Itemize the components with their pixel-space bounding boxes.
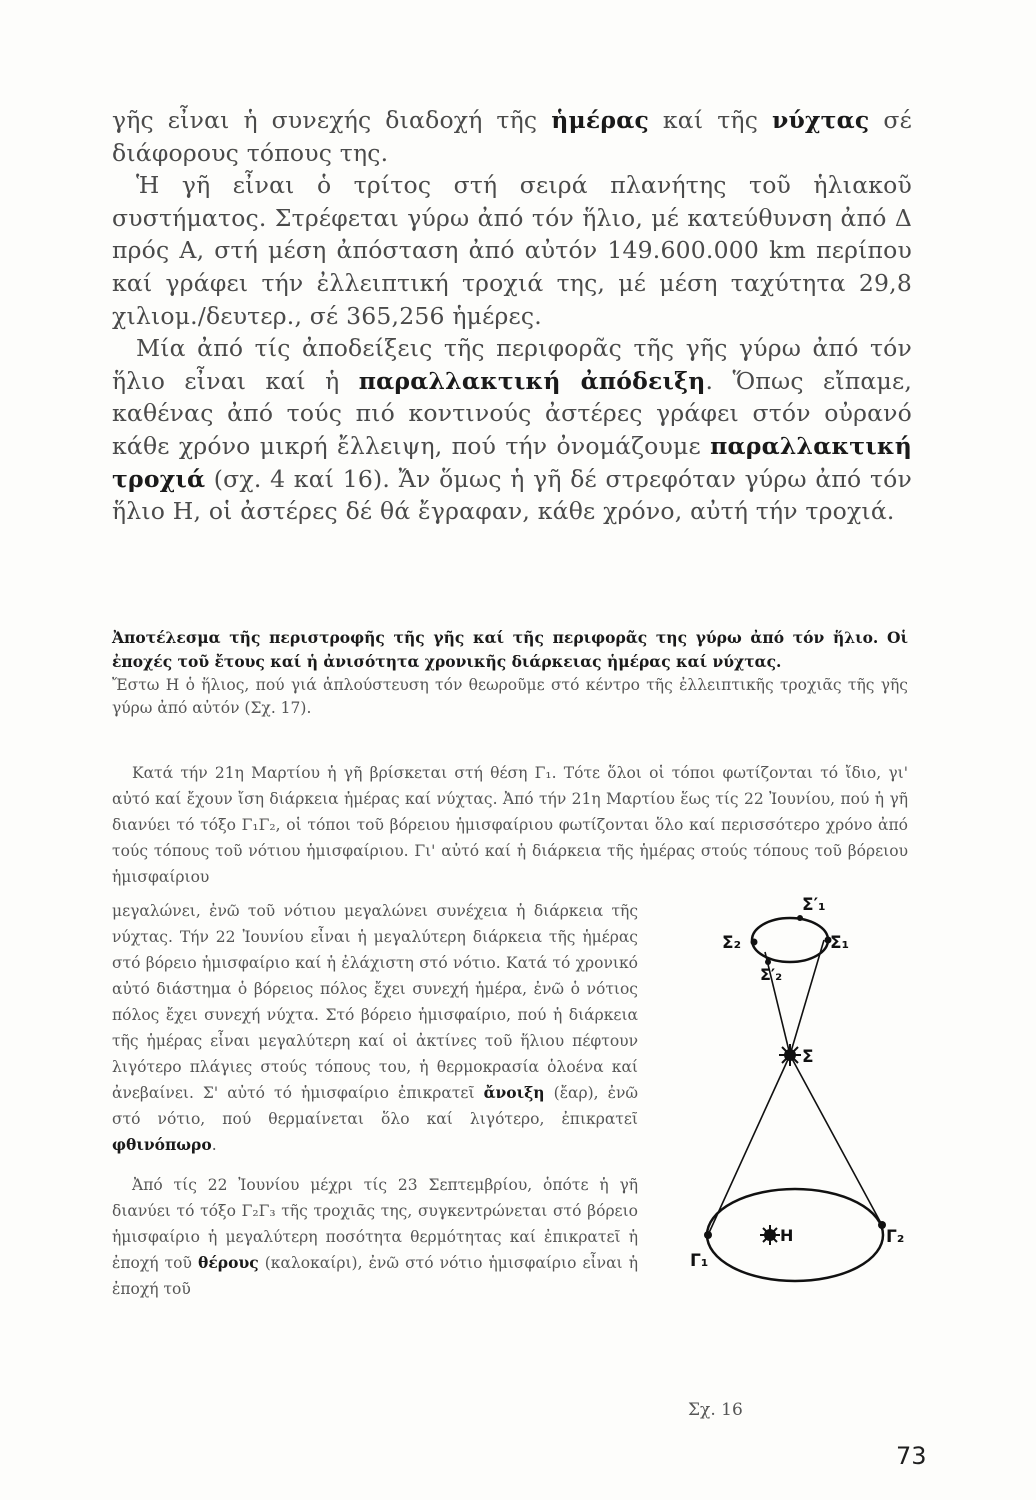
bold-term: παραλλακτική τροχιά — [112, 431, 912, 493]
label-sigma2-prime: Σ′₂ — [760, 965, 783, 984]
sightline-right-upper — [790, 940, 824, 1055]
label-sigma1-prime: Σ′₁ — [802, 895, 826, 915]
label-sigma2: Σ₂ — [722, 933, 742, 953]
text-column — [112, 898, 638, 1316]
paragraph-day-night: γῆς εἶναι ἡ συνεχής διαδοχή τῆς ἡμέρας καί τῆς νύχτας σέ διάφορους τόπους της. — [112, 106, 912, 167]
bold-term: ἡμέρας — [551, 106, 649, 134]
section-intro: Ἔστω Η ὁ ἥλιος, πού γιά ἁπλούστευση τόν θεωροῦμε στό κέντρο τῆς ἐλλειπτικῆς τροχιᾶς τῆς γῆς γύρω ἀπό αὐτόν (Σχ. 17). — [112, 676, 908, 717]
paragraph-march-continued: μεγαλώνει, ἐνῶ τοῦ νότιου μεγαλώνει συνέχεια ἡ διάρκεια τῆς νύχτας. Τήν 22 Ἰουνίου εἶναι ἡ μεγαλύτερη διάρκεια τῆς ἡμέρας στό βόρειο ἡμισφαίριο καί ἡ ἐλάχιστη στό νότιο. Κατά τό χρονικό αὐτό διάστημα ὁ βόρειος πόλος ἔχει συνεχή ἡμέρα, ἐνῶ ὁ νότιος πόλος ἔχει συνεχή νύχτα. Στό βόρειο ἡμισφαίριο, πού ἡ διάρκεια τῆς ἡμέρας εἶναι μεγαλύτερη καί οἱ ἀκτίνες τοῦ ἥλιου πέφτουν λιγότερο πλάγιες στούς τόπους του, ἡ θερμοκρασία ὁλοένα καί ἀνεβαίνει. Σ' αὐτό τό ἡμισφαίριο ἐπικρατεῖ ἄνοιξη (ἔαρ), ἐνῶ στό νότιο, πού θερμαίνεται ὅλο καί λιγότερο, ἐπικρατεῖ φθινόπωρο. — [112, 902, 638, 1154]
label-sun: Η — [780, 1226, 794, 1245]
star-icon — [779, 1044, 801, 1066]
label-sigma1: Σ₁ — [830, 933, 850, 953]
parallax-diagram — [690, 880, 930, 1340]
paragraph-earth-orbit: Ἡ γῆ εἶναι ὁ τρίτος στή σειρά πλανήτης τοῦ ἡλιακοῦ συστήματος. Στρέφεται γύρω ἀπό τόν ἥλιο, μέ κατεύθυνση ἀπό Δ πρός Α, στή μέση ἀπόσταση ἀπό αὐτόν 149.600.000 km περίπου καί γράφει τήν ἐλλειπτική τροχιά της, μέ μέση ταχύτητα 29,8 χιλιομ./δευτερ., σέ 365,256 ἡμέρες. — [112, 171, 912, 330]
sightline-left-lower — [708, 1055, 790, 1235]
paragraph-june-september: Ἀπό τίς 22 Ἰουνίου μέχρι τίς 23 Σεπτεμβρίου, ὁπότε ἡ γῆ διανύει τό τόξο Γ₂Γ₃ τῆς τροχιᾶς της, συγκεντρώνεται στό βόρειο ἡμισφαίριο ἡ μεγαλύτερη ποσότητα θερμότητας καί ἐπικρατεῖ ἡ ἐποχή τοῦ θέρους (καλοκαίρι), ἐνῶ στό νότιο ἡμισφαίριο εἶναι ἡ ἐποχή τοῦ — [112, 1176, 638, 1298]
label-gamma1: Γ₁ — [690, 1251, 709, 1271]
bold-term: ἄνοιξη — [483, 1083, 545, 1102]
earth-position-g1 — [704, 1231, 712, 1239]
label-gamma2: Γ₂ — [886, 1227, 905, 1247]
position-dot-s1-prime — [797, 915, 803, 921]
parallax-ellipse — [752, 918, 828, 962]
position-dot-s2 — [751, 939, 758, 946]
sun-icon — [760, 1225, 780, 1245]
earth-orbit-ellipse — [707, 1189, 883, 1281]
section-header — [112, 626, 908, 720]
bold-term: νύχτας — [771, 106, 870, 134]
top-text-block — [112, 104, 912, 528]
label-sigma: Σ — [802, 1047, 814, 1067]
paragraph-parallax: Μία ἀπό τίς ἀποδείξεις τῆς περιφορᾶς τῆς γῆς γύρω ἀπό τόν ἥλιο εἶναι καί ἡ παραλλακτική ἀπόδειξη. Ὅπως εἴπαμε, καθένας ἀπό τούς πιό κοντινούς ἀστέρες γράφει στόν οὐρανό κάθε χρόνο μικρή ἔλλειψη, πού τήν ὀνομάζουμε παραλλακτική τροχιά (σχ. 4 καί 16). Ἄν ὅμως ἡ γῆ δέ στρεφόταν γύρω ἀπό τόν ἥλιο Η, οἱ ἀστέρες δέ θά ἔγραφαν, κάθε χρόνο, αὐτή τήν τροχιά. — [112, 334, 912, 526]
earth-position-g2 — [878, 1221, 886, 1229]
page-number: 73 — [896, 1442, 927, 1470]
parallax-figure — [690, 880, 930, 1340]
sightline-right-lower — [790, 1055, 882, 1225]
bold-term: παραλλακτική ἀπόδειξη — [358, 366, 706, 395]
section-title: Ἀποτέλεσμα τῆς περιστροφῆς τῆς γῆς καί τῆς περιφορᾶς της γύρω ἀπό τόν ἥλιο. Οἱ ἐποχές τοῦ ἔτους καί ἡ ἀνισότητα χρονικῆς διάρκειας ἡμέρας καί νύχτας. — [112, 628, 908, 671]
figure-caption: Σχ. 16 — [688, 1400, 743, 1420]
paragraph-march-full: Κατά τήν 21η Μαρτίου ἡ γῆ βρίσκεται στή θέση Γ₁. Τότε ὅλοι οἱ τόποι φωτίζονται τό ἴδιο, γι' αὐτό καί ἔχουν ἴση διάρκεια ἡμέρας καί νύχτας. Ἀπό τήν 21η Μαρτίου ἕως τίς 22 Ἰουνίου, πού ἡ γῆ διανύει τό τόξο Γ₁Γ₂, οἱ τόποι τοῦ βόρειου ἡμισφαίριου φωτίζονται ὅλο καί περισσότερο χρόνο ἀπό τούς τόπους τοῦ νότιου ἡμισφαίριου. Γι' αὐτό καί ἡ διάρκεια τῆς ἡμέρας στούς τόπους τοῦ βόρειου ἡμισφαίριου — [112, 764, 908, 886]
bold-term: θέρους — [198, 1253, 259, 1272]
bold-term: φθινόπωρο — [112, 1135, 212, 1154]
